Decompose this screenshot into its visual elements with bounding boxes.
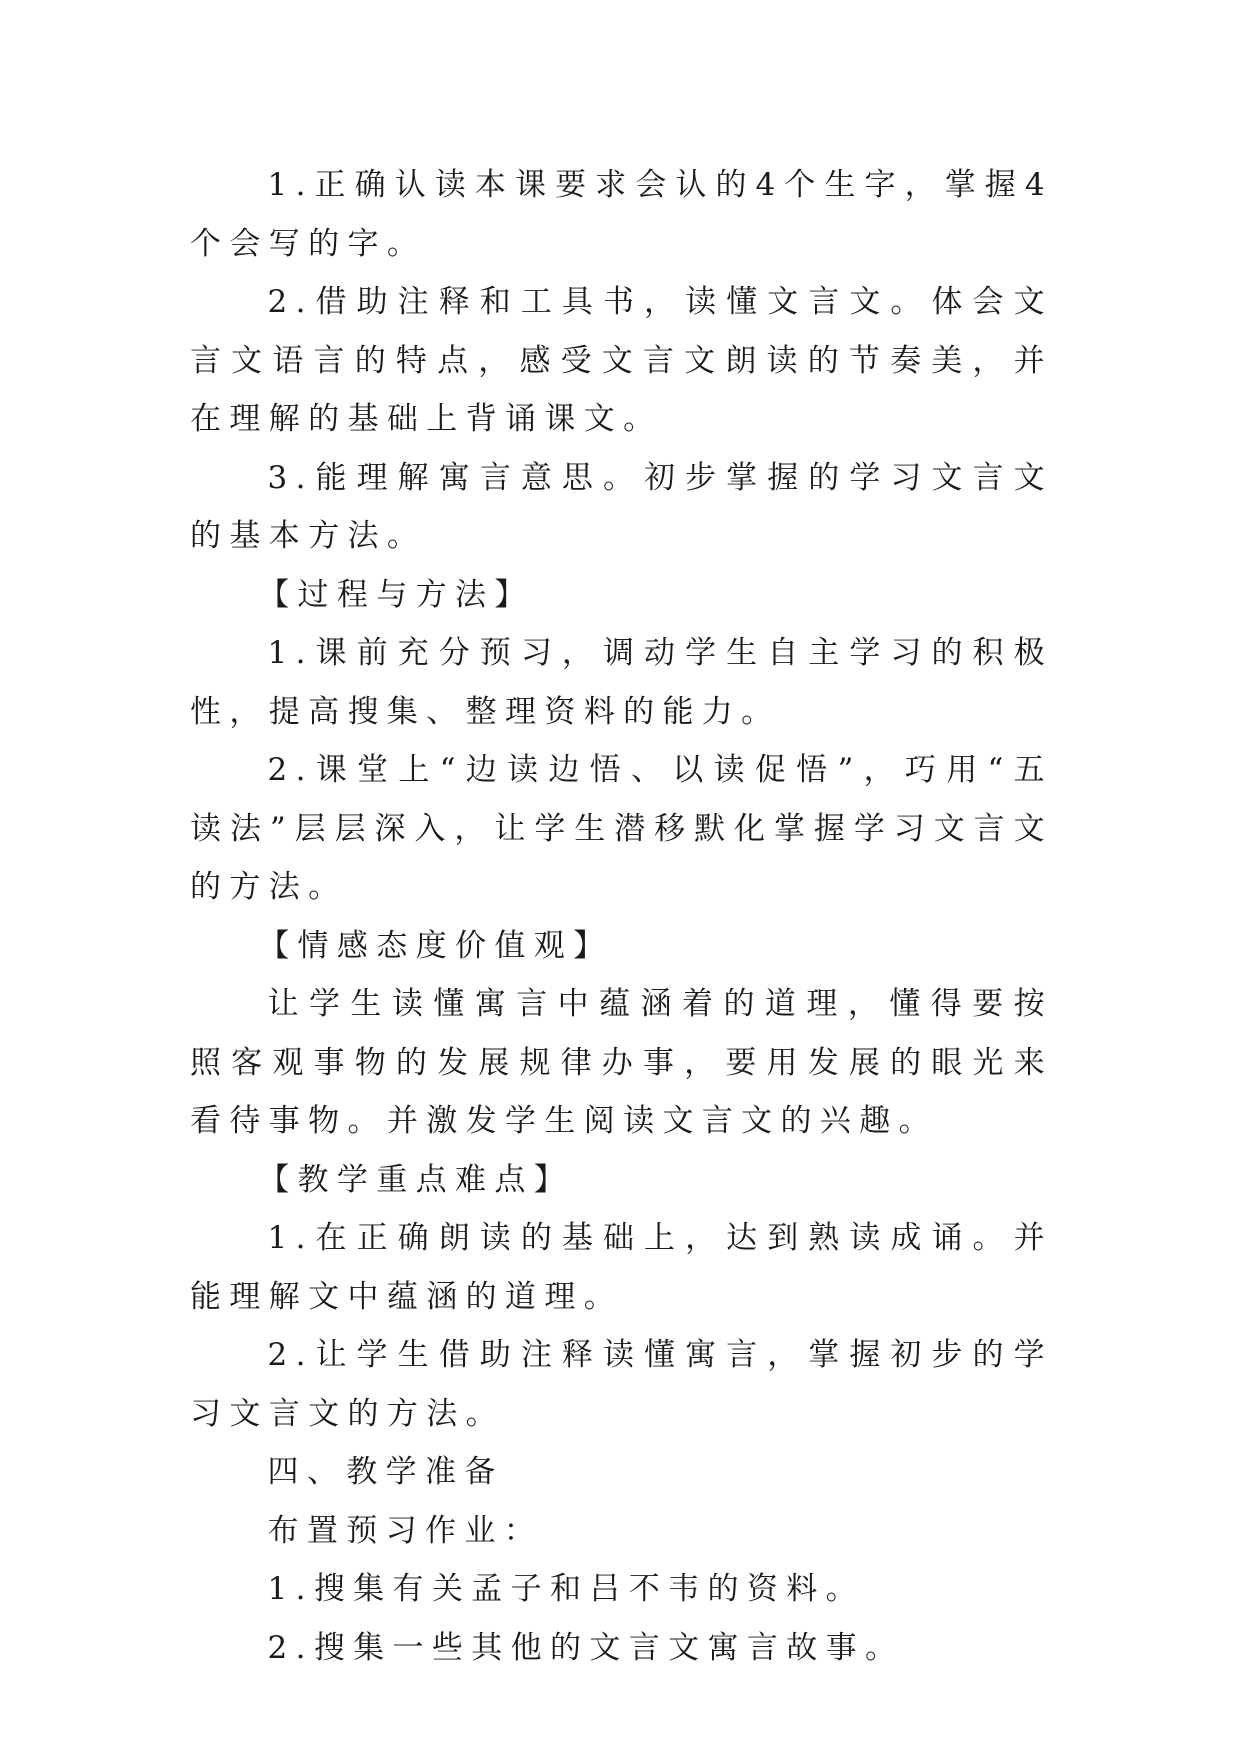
- paragraph-key-2: 2.让学生借助注释读懂寓言，掌握初步的学习文言文的方法。: [190, 1337, 1053, 1432]
- section-heading-preparation: 四、教学准备: [267, 1454, 504, 1490]
- section-heading-key-difficulties: 【教学重点难点】: [258, 1161, 574, 1198]
- paragraph-goal-3: 3.能理解寓言意思。初步掌握的学习文言文的基本方法。: [190, 459, 1053, 554]
- document-body: [190, 156, 1053, 1677]
- paragraph-key-1: 1.在正确朗读的基础上，达到熟读成诵。并能理解文中蕴涵的道理。: [190, 1220, 1053, 1315]
- paragraph-goal-2: 2.借助注释和工具书，读懂文言文。体会文言文语言的特点，感受文言文朗读的节奏美，并在理解的基础上背诵课文。: [190, 284, 1053, 437]
- paragraph-process-1: 1.课前充分预习，调动学生自主学习的积极性，提高搜集、整理资料的能力。: [190, 635, 1053, 730]
- section-heading-emotion-values: 【情感态度价值观】: [258, 927, 613, 964]
- paragraph-emotion: 让学生读懂寓言中蕴涵着的道理，懂得要按照客观事物的发展规律办事，要用发展的眼光来看待事物。并激发学生阅读文言文的兴趣。: [190, 986, 1053, 1139]
- section-heading-process-method: 【过程与方法】: [258, 576, 534, 613]
- paragraph-process-2: 2.课堂上“边读边悟、以读促悟”，巧用“五读法”层层深入，让学生潜移默化掌握学习文言文的方法。: [190, 752, 1053, 905]
- paragraph-homework-intro: 布置预习作业：: [267, 1512, 544, 1549]
- paragraph-homework-2: 2.搜集一些其他的文言文寓言故事。: [267, 1629, 905, 1666]
- paragraph-homework-1: 1.搜集有关孟子和吕不韦的资料。: [267, 1571, 865, 1607]
- paragraph-goal-1: 1.正确认读本课要求会认的4个生字，掌握4个会写的字。: [190, 167, 1053, 262]
